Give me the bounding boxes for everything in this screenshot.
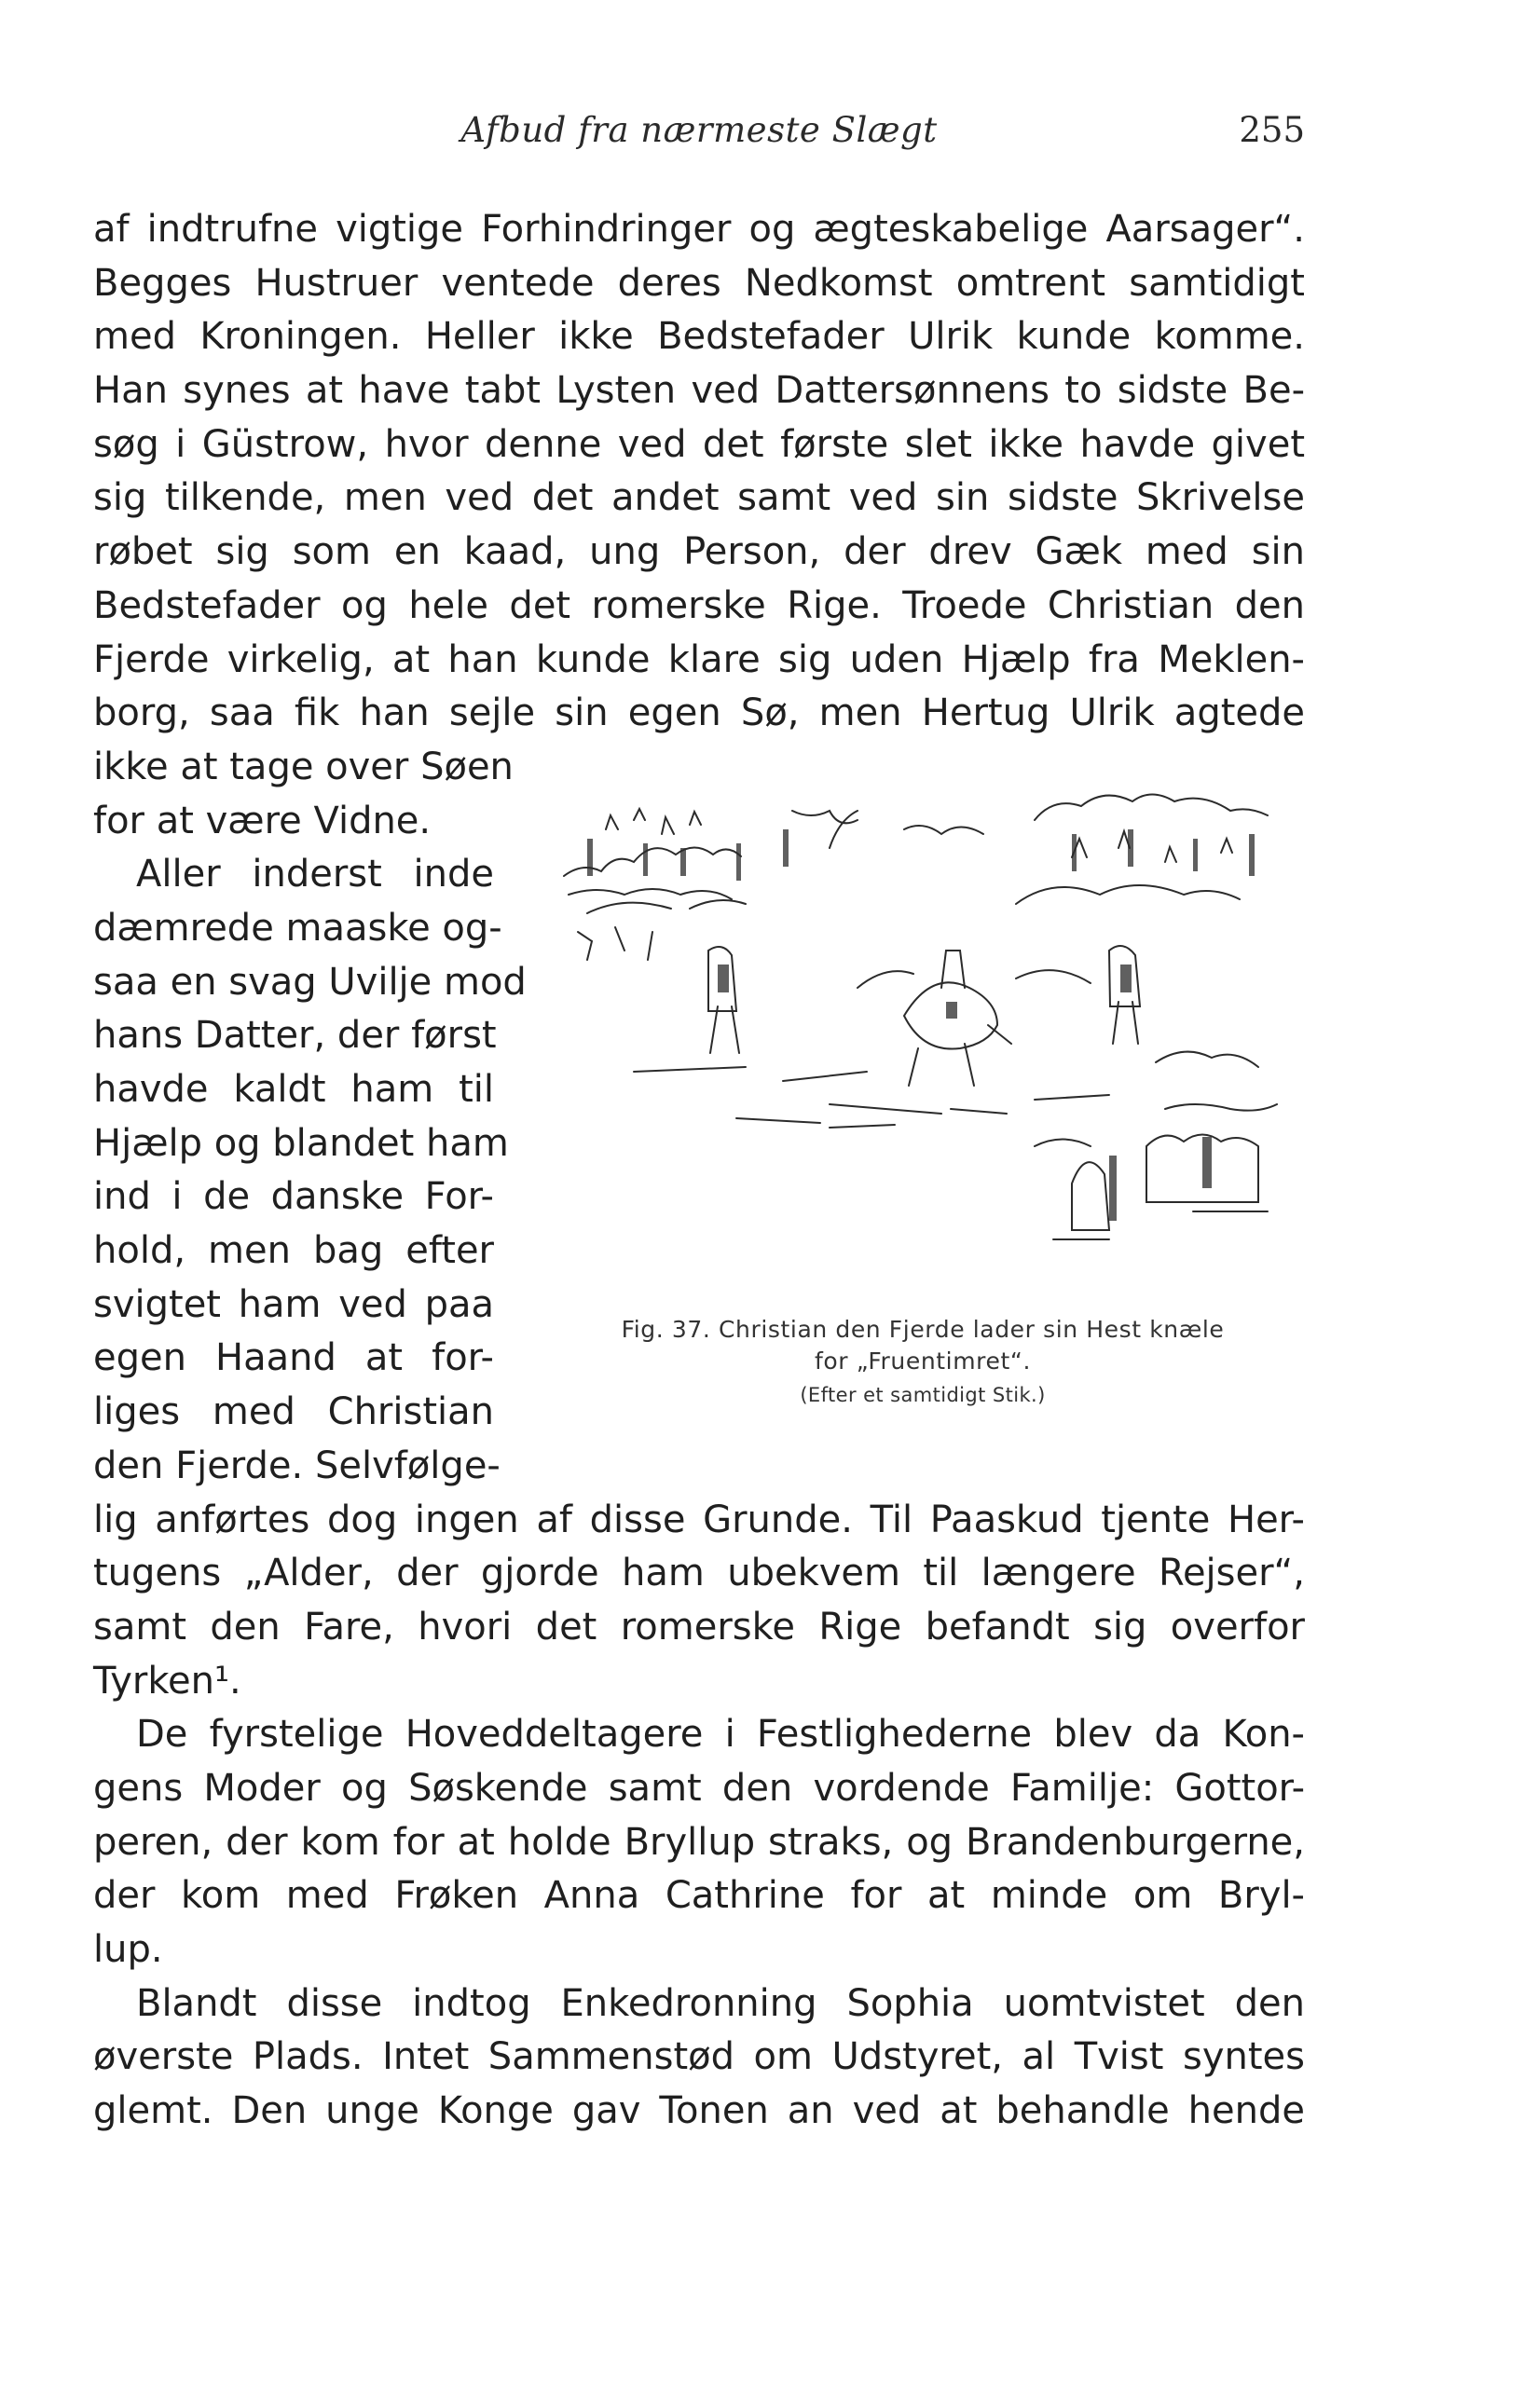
page-number: 255 — [1239, 110, 1305, 150]
text-line: Han synes at have tabt Lysten ved Dattersønnens to sidste Be- — [93, 369, 1305, 413]
text-line: den Fjerde. Selvfølge- — [93, 1443, 501, 1487]
text-line: ikke at tage over Søen — [93, 745, 514, 788]
text-line: gens Moder og Søskende samt den vordende Familje: Gottor- — [93, 1766, 1305, 1810]
text-line: Blandt disse indtog Enkedronning Sophia uomtvistet den — [136, 1981, 1305, 2025]
caption-source: (Efter et samtidigt Stik.) — [800, 1384, 1046, 1406]
text-line: tugens „Alder, der gjorde ham ubekvem til længere Rejser“, — [93, 1552, 1305, 1595]
text-line: Aller inderst inde — [136, 853, 494, 896]
text-line: saa en svag Uvilje mod — [93, 960, 527, 1004]
text-line: hold, men bag efter — [93, 1229, 494, 1273]
text-line: samt den Fare, hvori det romerske Rige befandt sig overfor — [93, 1605, 1305, 1649]
text-line: dæmrede maaske og- — [93, 906, 502, 950]
text-line: Begges Hustruer ventede deres Nedkomst omtrent samtidigt — [93, 261, 1305, 305]
text-line: Bedstefader og hele det romerske Rige. Troede Christian den — [93, 583, 1305, 627]
text-line: lig anførtes dog ingen af disse Grunde. Til Paaskud tjente Her- — [93, 1498, 1305, 1541]
caption-subtitle: for „Fruentimret“. — [814, 1348, 1031, 1375]
text-line: lup. — [93, 1928, 163, 1971]
text-line: søg i Güstrow, hvor denne ved det første slet ikke havde givet — [93, 422, 1305, 466]
running-title: Afbud fra nærmeste Slægt — [460, 110, 938, 150]
engraving-sketch — [550, 792, 1305, 1295]
text-line: hans Datter, der først — [93, 1014, 497, 1058]
text-line: sig tilkende, men ved det andet samt ved sin sidste Skrivelse — [93, 476, 1305, 520]
figure-caption — [550, 1314, 1296, 1413]
text-line: Hjælp og blandet ham — [93, 1121, 509, 1165]
caption-title: Fig. 37. Christian den Fjerde lader sin Hest knæle — [621, 1316, 1225, 1343]
text-line: Tyrken¹. — [93, 1659, 241, 1703]
text-line: øverste Plads. Intet Sammenstød om Udstyret, al Tvist syntes — [93, 2035, 1305, 2079]
text-line: egen Haand at for- — [93, 1336, 494, 1380]
text-line: der kom med Frøken Anna Cathrine for at minde om Bryl- — [93, 1874, 1305, 1918]
text-line: for at være Vidne. — [93, 799, 432, 842]
text-line: havde kaldt ham til — [93, 1068, 494, 1111]
text-line: glemt. Den unge Konge gav Tonen an ved at behandle hende — [93, 2089, 1305, 2133]
text-line: ind i de danske For- — [93, 1175, 494, 1219]
engraving-illustration — [550, 792, 1305, 1295]
text-line: svigtet ham ved paa — [93, 1282, 494, 1326]
text-line: liges med Christian — [93, 1390, 494, 1434]
text-line: med Kroningen. Heller ikke Bedstefader Ulrik kunde komme. — [93, 315, 1305, 359]
text-line: af indtrufne vigtige Forhindringer og ægteskabelige Aarsager“. — [93, 208, 1305, 251]
text-line: De fyrstelige Hoveddeltagere i Festlighederne blev da Kon- — [136, 1713, 1305, 1757]
text-line: borg, saa fik han sejle sin egen Sø, men Hertug Ulrik agtede — [93, 691, 1305, 735]
text-line: røbet sig som en kaad, ung Person, der drev Gæk med sin — [93, 530, 1305, 574]
text-line: peren, der kom for at holde Bryllup straks, og Brandenburgerne, — [93, 1820, 1305, 1864]
page-header — [93, 110, 1305, 166]
text-line: Fjerde virkelig, at han kunde klare sig uden Hjælp fra Meklen- — [93, 637, 1305, 681]
